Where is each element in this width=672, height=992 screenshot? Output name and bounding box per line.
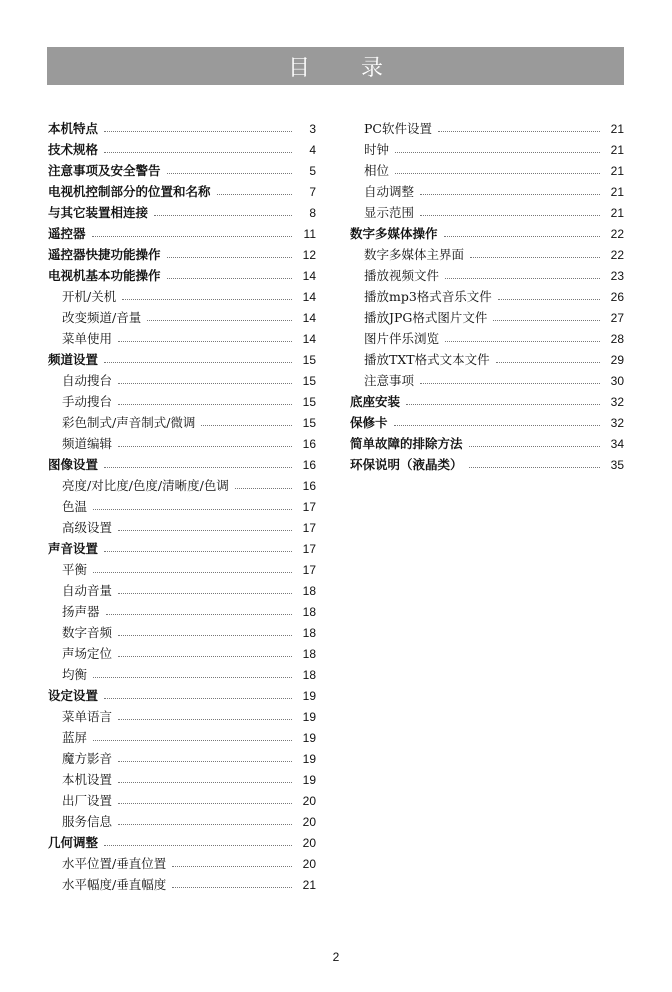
toc-entry-label: 开机/关机: [62, 289, 117, 304]
toc-entry-label: 平衡: [62, 562, 88, 577]
dot-leader: [217, 194, 292, 195]
toc-entry[interactable]: [350, 347, 624, 368]
toc-entry-page: 35: [610, 458, 624, 472]
toc-entry-label: 自动调整: [364, 184, 415, 199]
toc-entry[interactable]: [48, 137, 316, 158]
toc-entry-label: 遥控器: [48, 226, 86, 241]
toc-entry[interactable]: [48, 641, 316, 662]
toc-entry-page: 7: [309, 185, 316, 199]
toc-entry[interactable]: [48, 431, 316, 452]
dot-leader: [118, 782, 292, 783]
dot-leader: [498, 299, 600, 300]
toc-entry-page: 21: [610, 143, 624, 157]
dot-leader: [104, 362, 292, 363]
dot-leader: [445, 341, 600, 342]
toc-entry[interactable]: [48, 557, 316, 578]
dot-leader: [93, 509, 292, 510]
toc-entry[interactable]: [350, 137, 624, 158]
toc-entry-label: 播放JPG格式图片文件: [364, 310, 488, 325]
toc-entry-page: 18: [302, 647, 316, 661]
toc-entry-label: 注意事项及安全警告: [48, 163, 161, 178]
toc-entry-label: 时钟: [364, 142, 390, 157]
toc-entry[interactable]: [350, 284, 624, 305]
toc-title: 目 录: [288, 55, 405, 81]
toc-entry-page: 20: [302, 794, 316, 808]
toc-entry-label: PC软件设置: [364, 121, 432, 136]
toc-entry[interactable]: [350, 179, 624, 200]
toc-entry-label: 服务信息: [62, 814, 113, 829]
toc-entry[interactable]: [48, 788, 316, 809]
toc-entry-label: 与其它装置相连接: [48, 205, 149, 220]
toc-entry-label: 色温: [62, 499, 88, 514]
toc-entry-page: 17: [302, 563, 316, 577]
toc-entry-label: 几何调整: [48, 835, 99, 850]
toc-entry[interactable]: [350, 326, 624, 347]
dot-leader: [172, 887, 292, 888]
toc-entry[interactable]: [48, 221, 316, 242]
dot-leader: [420, 383, 600, 384]
toc-entry[interactable]: [48, 662, 316, 683]
toc-entry-page: 12: [302, 248, 316, 262]
toc-entry-page: 15: [302, 395, 316, 409]
toc-entry-label: 技术规格: [48, 142, 99, 157]
toc-entry[interactable]: [350, 242, 624, 263]
toc-entry-label: 简单故障的排除方法: [350, 436, 463, 451]
toc-entry-label: 自动音量: [62, 583, 113, 598]
dot-leader: [104, 467, 292, 468]
toc-entry-page: 18: [302, 626, 316, 640]
toc-entry[interactable]: [350, 410, 624, 431]
toc-entry-label: 遥控器快捷功能操作: [48, 247, 161, 262]
dot-leader: [104, 845, 292, 846]
toc-entry-page: 15: [302, 374, 316, 388]
toc-entry-label: 相位: [364, 163, 390, 178]
dot-leader: [167, 173, 292, 174]
toc-entry-page: 20: [302, 857, 316, 871]
toc-entry-label: 播放mp3格式音乐文件: [364, 289, 492, 304]
toc-entry-label: 改变频道/音量: [62, 310, 142, 325]
toc-entry-label: 频道编辑: [62, 436, 113, 451]
toc-entry-page: 18: [302, 605, 316, 619]
toc-entry[interactable]: [48, 767, 316, 788]
dot-leader: [167, 257, 292, 258]
toc-entry-label: 水平位置/垂直位置: [62, 856, 167, 871]
toc-entry-page: 28: [610, 332, 624, 346]
dot-leader: [438, 131, 600, 132]
toc-entry[interactable]: [48, 620, 316, 641]
toc-entry-label: 注意事项: [364, 373, 415, 388]
dot-leader: [93, 740, 292, 741]
toc-entry-page: 21: [610, 122, 624, 136]
toc-entry-page: 19: [302, 773, 316, 787]
toc-entry[interactable]: [48, 389, 316, 410]
dot-leader: [118, 404, 292, 405]
toc-entry-label: 电视机控制部分的位置和名称: [48, 184, 211, 199]
toc-entry[interactable]: [48, 410, 316, 431]
toc-entry[interactable]: [350, 389, 624, 410]
toc-entry[interactable]: [350, 116, 624, 137]
dot-leader: [118, 530, 292, 531]
toc-entry[interactable]: [48, 599, 316, 620]
dot-leader: [118, 446, 292, 447]
dot-leader: [118, 593, 292, 594]
toc-entry-page: 16: [302, 479, 316, 493]
toc-entry-page: 22: [610, 227, 624, 241]
toc-entry-page: 3: [309, 122, 316, 136]
dot-leader: [420, 215, 600, 216]
dot-leader: [118, 803, 292, 804]
toc-entry-label: 数字音频: [62, 625, 113, 640]
toc-entry-page: 15: [302, 353, 316, 367]
dot-leader: [493, 320, 600, 321]
toc-entry-page: 21: [302, 878, 316, 892]
dot-leader: [470, 257, 600, 258]
toc-entry[interactable]: [350, 200, 624, 221]
toc-entry[interactable]: [350, 431, 624, 452]
toc-entry-page: 5: [309, 164, 316, 178]
toc-entry-page: 16: [302, 458, 316, 472]
dot-leader: [118, 383, 292, 384]
toc-entry-label: 亮度/对比度/色度/清晰度/色调: [62, 478, 229, 493]
dot-leader: [420, 194, 600, 195]
toc-entry-label: 均衡: [62, 667, 88, 682]
toc-entry[interactable]: [350, 305, 624, 326]
toc-entry[interactable]: [48, 116, 316, 137]
toc-entry[interactable]: [48, 200, 316, 221]
toc-entry-label: 播放视频文件: [364, 268, 440, 283]
toc-entry-page: 15: [302, 416, 316, 430]
toc-entry-label: 环保说明（液晶类）: [350, 457, 463, 472]
page-number: 2: [332, 950, 340, 964]
dot-leader: [106, 614, 292, 615]
toc-entry-label: 保修卡: [350, 415, 388, 430]
dot-leader: [118, 341, 292, 342]
toc-entry-label: 图片伴乐浏览: [364, 331, 440, 346]
toc-entry-label: 本机特点: [48, 121, 99, 136]
toc-entry[interactable]: [48, 830, 316, 851]
dot-leader: [167, 278, 292, 279]
toc-entry[interactable]: [48, 452, 316, 473]
toc-entry-page: 16: [302, 437, 316, 451]
dot-leader: [93, 572, 292, 573]
toc-right-column: [350, 116, 624, 473]
toc-entry[interactable]: [48, 872, 316, 893]
toc-entry-page: 19: [302, 710, 316, 724]
dot-leader: [445, 278, 600, 279]
toc-entry-page: 17: [302, 521, 316, 535]
dot-leader: [104, 698, 292, 699]
toc-entry[interactable]: [350, 452, 624, 473]
toc-entry[interactable]: [48, 578, 316, 599]
toc-entry[interactable]: [48, 494, 316, 515]
toc-entry[interactable]: [350, 158, 624, 179]
toc-entry-page: 27: [610, 311, 624, 325]
toc-entry[interactable]: [48, 809, 316, 830]
toc-entry-label: 水平幅度/垂直幅度: [62, 877, 167, 892]
toc-entry-page: 29: [610, 353, 624, 367]
dot-leader: [172, 866, 292, 867]
toc-entry[interactable]: [48, 683, 316, 704]
toc-entry-page: 32: [610, 395, 624, 409]
toc-entry-label: 频道设置: [48, 352, 99, 367]
toc-entry-label: 菜单使用: [62, 331, 113, 346]
toc-entry-label: 自动搜台: [62, 373, 113, 388]
toc-entry-page: 21: [610, 206, 624, 220]
toc-entry[interactable]: [48, 284, 316, 305]
dot-leader: [154, 215, 292, 216]
toc-entry-label: 菜单语言: [62, 709, 113, 724]
toc-entry-page: 26: [610, 290, 624, 304]
toc-entry-label: 底座安装: [350, 394, 401, 409]
toc-entry[interactable]: [350, 263, 624, 284]
toc-entry-page: 21: [610, 185, 624, 199]
toc-entry-page: 18: [302, 584, 316, 598]
toc-entry-page: 21: [610, 164, 624, 178]
toc-entry[interactable]: [48, 263, 316, 284]
toc-entry-page: 19: [302, 689, 316, 703]
toc-entry-label: 图像设置: [48, 457, 99, 472]
toc-entry[interactable]: [48, 725, 316, 746]
toc-entry-label: 数字多媒体主界面: [364, 247, 465, 262]
toc-entry-page: 14: [302, 269, 316, 283]
dot-leader: [201, 425, 292, 426]
dot-leader: [444, 236, 600, 237]
toc-entry-label: 出厂设置: [62, 793, 113, 808]
toc-entry-page: 19: [302, 752, 316, 766]
toc-entry-label: 显示范围: [364, 205, 415, 220]
dot-leader: [395, 173, 600, 174]
dot-leader: [104, 152, 292, 153]
toc-entry-label: 数字多媒体操作: [350, 226, 438, 241]
toc-left-column: [48, 116, 316, 893]
toc-entry-label: 手动搜台: [62, 394, 113, 409]
toc-entry[interactable]: [48, 326, 316, 347]
toc-entry-page: 8: [309, 206, 316, 220]
dot-leader: [394, 425, 600, 426]
toc-title-bar: [47, 47, 624, 85]
toc-entry-label: 本机设置: [62, 772, 113, 787]
toc-entry[interactable]: [48, 158, 316, 179]
toc-entry-page: 14: [302, 332, 316, 346]
toc-entry[interactable]: [48, 473, 316, 494]
toc-entry-page: 4: [309, 143, 316, 157]
dot-leader: [118, 761, 292, 762]
toc-entry[interactable]: [48, 746, 316, 767]
toc-entry[interactable]: [48, 305, 316, 326]
toc-entry-label: 播放TXT格式文本文件: [364, 352, 490, 367]
toc-entry[interactable]: [48, 347, 316, 368]
toc-entry-page: 30: [610, 374, 624, 388]
toc-entry-page: 34: [610, 437, 624, 451]
toc-entry-page: 32: [610, 416, 624, 430]
dot-leader: [235, 488, 292, 489]
toc-entry[interactable]: [48, 368, 316, 389]
toc-entry-label: 扬声器: [62, 604, 100, 619]
toc-entry[interactable]: [48, 704, 316, 725]
dot-leader: [469, 467, 600, 468]
toc-entry[interactable]: [48, 515, 316, 536]
toc-entry-label: 彩色制式/声音制式/微调: [62, 415, 196, 430]
dot-leader: [122, 299, 292, 300]
toc-entry-label: 设定设置: [48, 688, 99, 703]
dot-leader: [104, 551, 292, 552]
toc-entry[interactable]: [48, 851, 316, 872]
toc-entry-page: 20: [302, 815, 316, 829]
toc-entry-page: 22: [610, 248, 624, 262]
toc-entry-page: 23: [610, 269, 624, 283]
toc-entry-label: 蓝屏: [62, 730, 88, 745]
toc-entry[interactable]: [350, 368, 624, 389]
toc-entry-page: 17: [302, 500, 316, 514]
dot-leader: [147, 320, 292, 321]
toc-entry[interactable]: [48, 536, 316, 557]
dot-leader: [118, 656, 292, 657]
dot-leader: [496, 362, 600, 363]
toc-entry-label: 高级设置: [62, 520, 113, 535]
dot-leader: [406, 404, 600, 405]
toc-entry-page: 11: [303, 227, 316, 241]
toc-entry[interactable]: [48, 242, 316, 263]
toc-entry-page: 20: [302, 836, 316, 850]
toc-entry-label: 魔方影音: [62, 751, 113, 766]
toc-entry[interactable]: [350, 221, 624, 242]
dot-leader: [93, 677, 292, 678]
dot-leader: [395, 152, 600, 153]
toc-entry-page: 14: [302, 311, 316, 325]
toc-entry-label: 电视机基本功能操作: [48, 268, 161, 283]
toc-entry-label: 声音设置: [48, 541, 99, 556]
toc-entry-page: 19: [302, 731, 316, 745]
dot-leader: [92, 236, 292, 237]
dot-leader: [118, 824, 292, 825]
dot-leader: [118, 719, 292, 720]
dot-leader: [118, 635, 292, 636]
toc-entry-label: 声场定位: [62, 646, 113, 661]
toc-entry-page: 18: [302, 668, 316, 682]
dot-leader: [469, 446, 600, 447]
toc-entry-page: 17: [302, 542, 316, 556]
dot-leader: [104, 131, 292, 132]
toc-entry[interactable]: [48, 179, 316, 200]
toc-entry-page: 14: [302, 290, 316, 304]
